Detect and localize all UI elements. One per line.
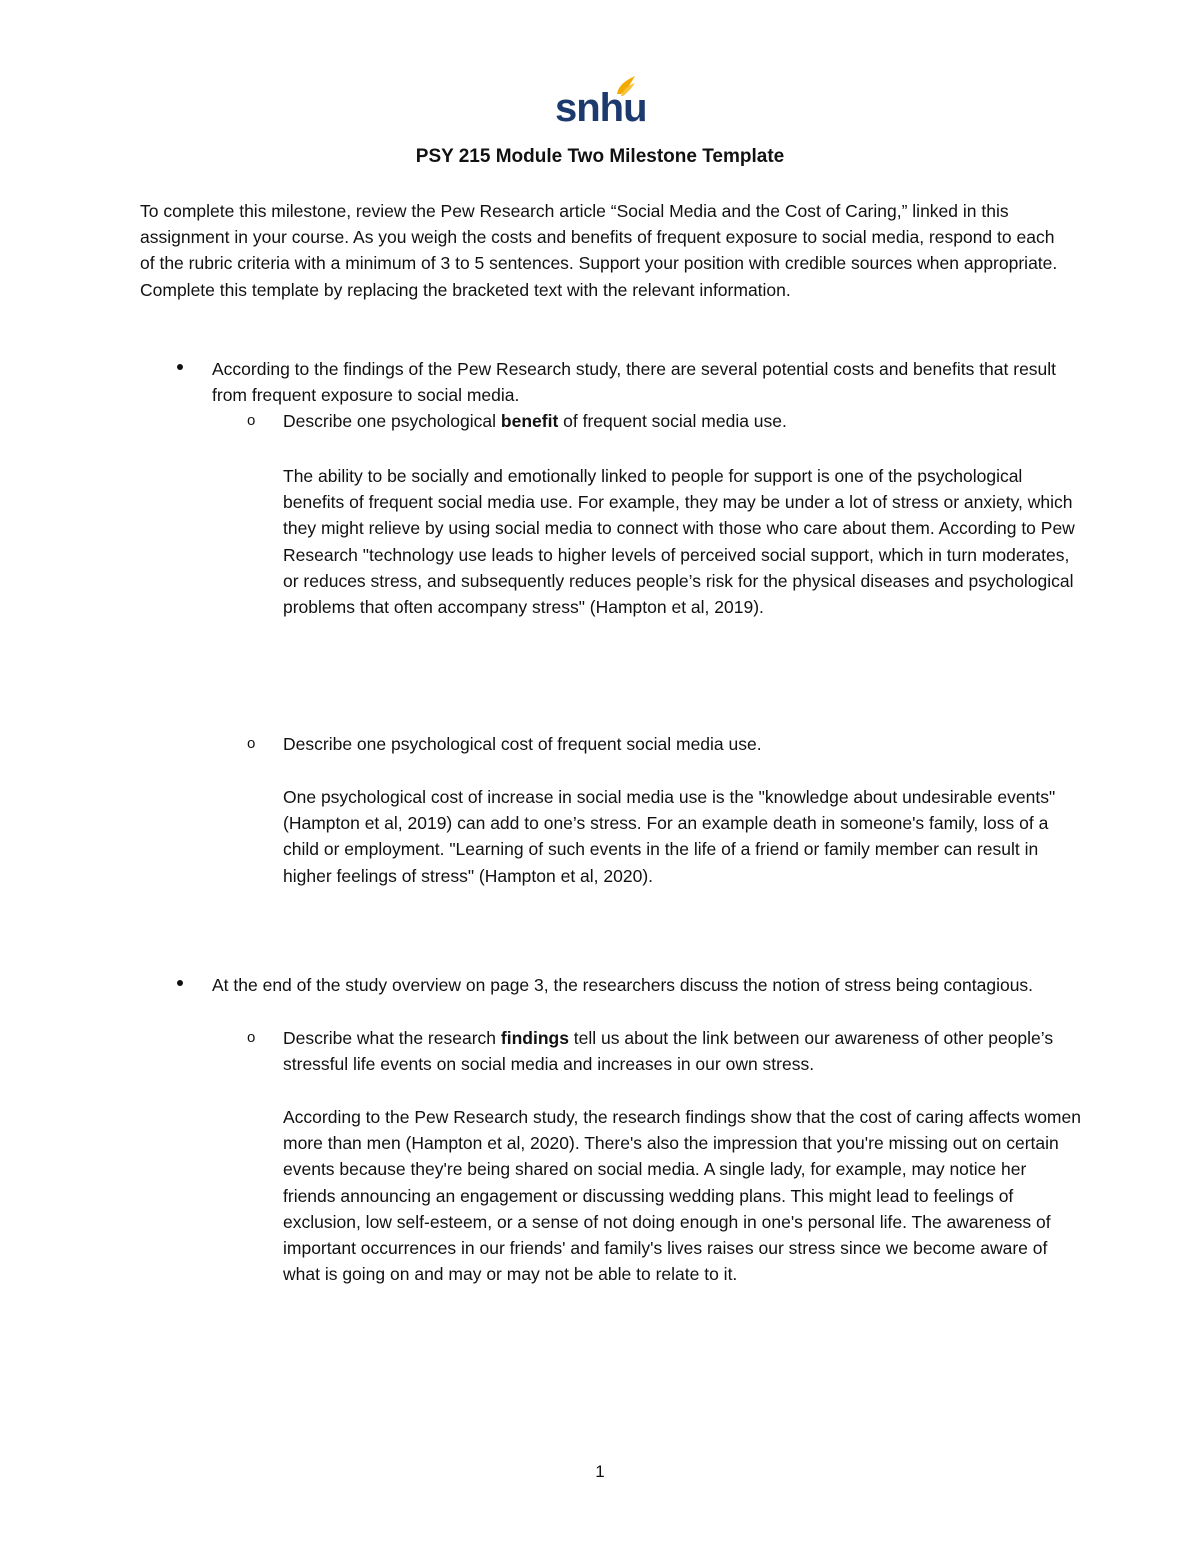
prompt-cost: Describe one psychological cost of frequent social media use. <box>283 734 762 754</box>
prompt-text: Describe one psychological <box>283 411 501 431</box>
prompt-text: tell us about the link between our awareness of other people’s stressful life events on social media and increases in our own stress. <box>283 1028 1054 1075</box>
prompt-benefit <box>283 408 1083 434</box>
prompt-findings <box>283 1025 1083 1077</box>
sub-bullet-marker: o <box>247 412 256 429</box>
sub-bullet-marker: o <box>247 735 256 752</box>
bullet-marker <box>177 364 183 370</box>
answer-cost: One psychological cost of increase in social media use is the "knowledge about undesirable events" (Hampton et al, 2019) can add to one’s stress. For an example death in someone's family, loss of a child or employment. "Learning of such events in the life of a friend or family member can result in higher feelings of stress" (Hampton et al, 2020). <box>283 787 1056 886</box>
snhu-logo <box>555 74 647 132</box>
answer-benefit: The ability to be socially and emotionally linked to people for support is one of the psychological benefits of frequent social media use. For example, they may be under a lot of stress or anxiety, which they might relieve by using social media to connect with those who care about them. According to Pew Research "technology use leads to higher levels of perceived social support, which in turn moderates, or reduces stress, and subsequently reduces people’s risk for the physical diseases and psychological problems that often accompany stress" (Hampton et al, 2019). <box>283 466 1075 618</box>
bullet-marker <box>177 980 183 986</box>
bullet-text: At the end of the study overview on page 3, the researchers discuss the notion of stress being contagious. <box>212 975 1034 995</box>
sub-bullet-marker: o <box>247 1029 256 1046</box>
prompt-text: Describe what the research <box>283 1028 501 1048</box>
prompt-emphasis: benefit <box>500 411 559 431</box>
page-number: 1 <box>595 1462 605 1481</box>
prompt-emphasis: findings <box>500 1028 569 1048</box>
answer-findings: According to the Pew Research study, the research findings show that the cost of caring affects women more than men (Hampton et al, 2020). There's also the impression that you're missing out on certain events because they're being shared on social media. A single lady, for example, may notice her friends announcing an engagement or discussing wedding plans. This might lead to feelings of exclusion, low self-esteem, or a sense of not doing enough in one's personal life. The awareness of important occurrences in our friends' and family's lives raises our stress since we become aware of what is going on and may or may not be able to relate to it. <box>283 1107 1081 1285</box>
intro-paragraph: To complete this milestone, review the Pew Research article “Social Media and the Cost of Caring,” linked in this assignment in your course. As you weigh the costs and benefits of frequent exposure to social media, respond to each of the rubric criteria with a minimum of 3 to 5 sentences. Support your position with credible sources when appropriate. Complete this template by replacing the bracketed text with the relevant information. <box>140 201 1058 300</box>
bullet-text: According to the findings of the Pew Research study, there are several potential costs and benefits that result from frequent exposure to social media. <box>212 359 1057 406</box>
prompt-text: of frequent social media use. <box>558 411 787 431</box>
document-title: PSY 215 Module Two Milestone Template <box>415 146 785 167</box>
logo-wordmark: snhu <box>555 86 647 130</box>
